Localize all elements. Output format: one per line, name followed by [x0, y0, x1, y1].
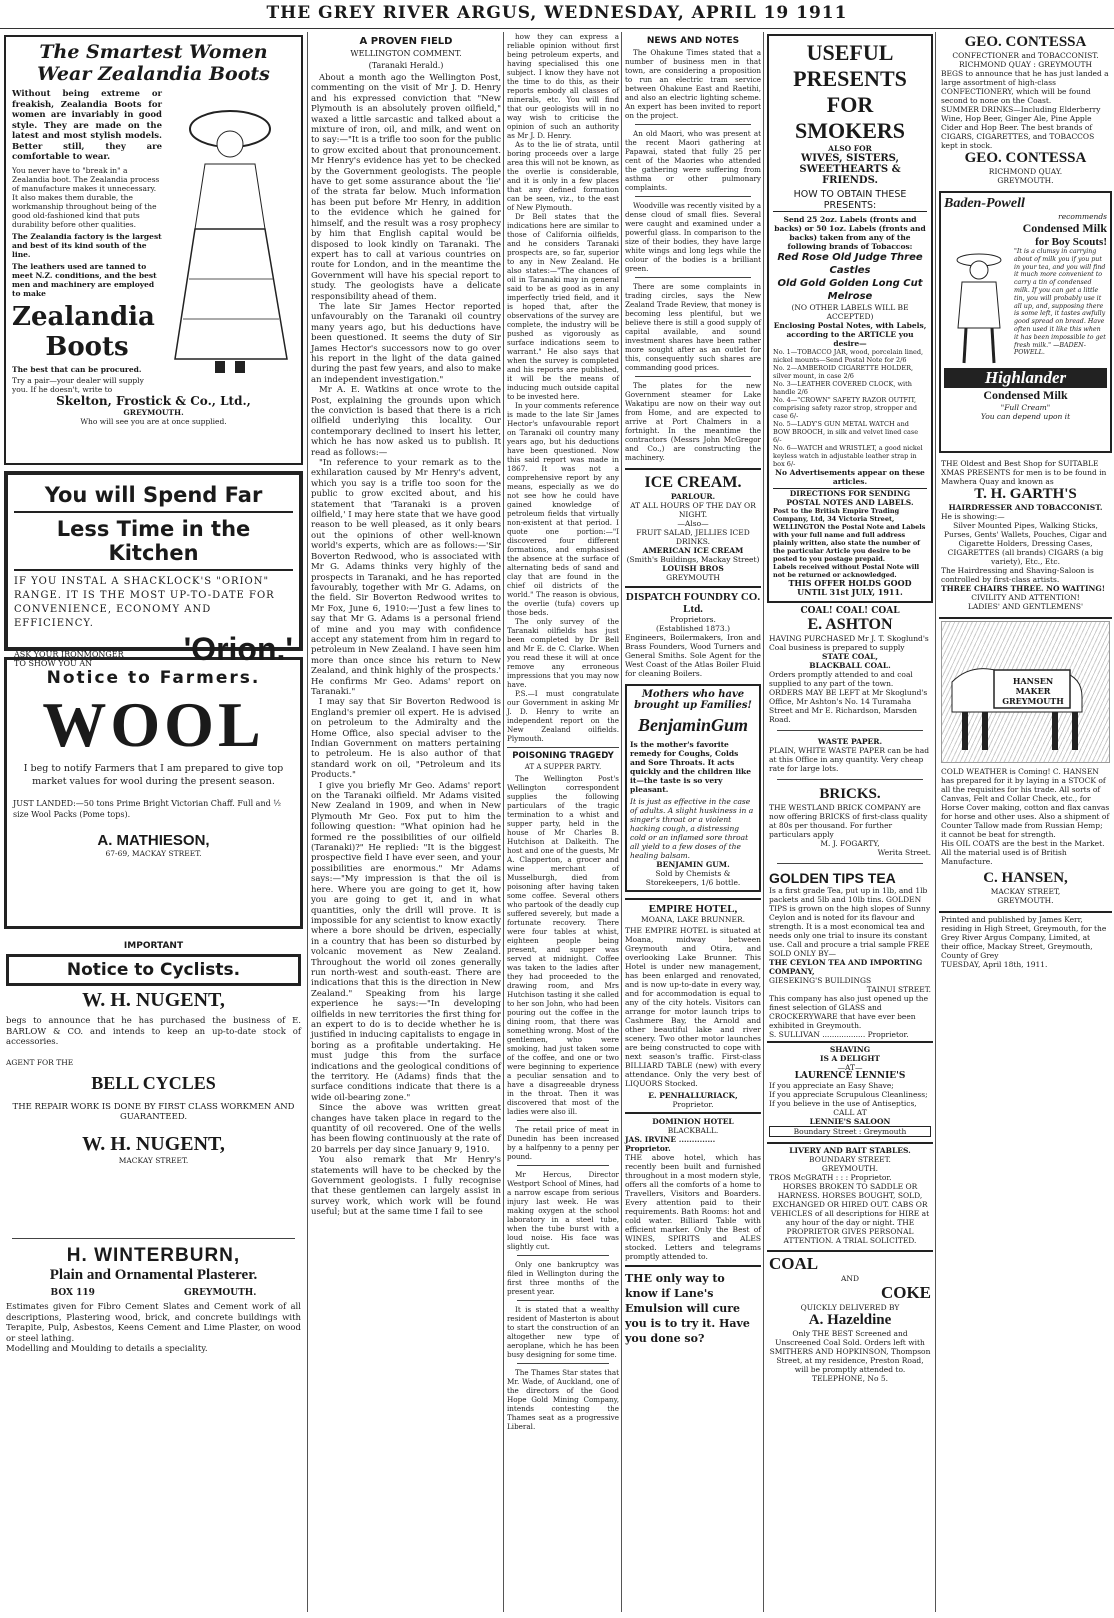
golden-bldg: GIESEKING'S BUILDINGS — [769, 976, 872, 985]
presents-h1: USEFUL PRESENTS — [793, 40, 907, 91]
column-rule — [763, 32, 764, 1612]
presents-how: HOW TO OBTAIN THESE PRESENTS: — [773, 189, 927, 212]
article-paragraph: P.S.—I must congratulate our Government in asking Mr J. D. Henry to write an independent report on the New Zealand oilfields. Plymouth. — [507, 689, 619, 743]
column-5 — [767, 32, 933, 1614]
imprint — [939, 911, 1112, 971]
golden-open: This company has also just opened up the finest selection of GLASS and CROCKERYWARE that have ever been exhibited in Greymouth. — [769, 994, 929, 1030]
waste-body: PLAIN, WHITE WASTE PAPER can be had at this Office in any quantity. Very cheap rate for large lots. — [769, 746, 930, 773]
coke-ad — [767, 1250, 933, 1385]
baden-quote: "It is a clumsy in carrying about of milk you if you put in your tea, and you will find it much more convenient to carry a tin of condensed milk. If you can get a little tin, you will probably use it all up, and, supposing there is some left, it tastes awfully good spread on bread. Have often used it like this when it has been impossible to get fresh milk." —BADEN-POWELL. — [1014, 248, 1106, 357]
dominion-town: BLACKBALL. — [667, 1126, 719, 1135]
hazeldine-name: A. Hazeldine — [808, 1312, 892, 1328]
livery-head: LIVERY AND BAIT STABLES. — [789, 1146, 911, 1155]
contessa-summer: SUMMER DRINKS—Including Elderberry Wine, Hop Beer, Ginger Ale, Pine Apple Cider and Hop Beer. The best brands of CIGARS, CIGARETTES, and TOBACCOS kept in stock. — [941, 105, 1101, 150]
present-item: No. 5—LADY'S GUN METAL WATCH and BOW BROOCH, in silk and velvet lined case 6/- — [773, 420, 919, 444]
woman-illustration — [165, 89, 295, 379]
article-heading: A PROVEN FIELD — [359, 36, 453, 47]
benjamin-body: Is the mother's favorite remedy for Coughs, Colds and Sore Throats. It acts quickly and the children like it—the taste is so very pleasant. — [630, 740, 752, 794]
presents-also: ALSO FOR — [828, 144, 872, 153]
presents-enc: Enclosing Postal Notes, with Labels, according to the ARTICLE you desire— — [773, 321, 927, 348]
contessa-body: BEGS to announce that he has just landed a large assortment of high-class CONFECTIONERY, which will be found second to none on the Coast. — [941, 69, 1109, 105]
bell-cycles: BELL CYCLES — [91, 1072, 216, 1093]
ice-hours: AT ALL HOURS OF THE DAY OR NIGHT. — [630, 501, 756, 519]
ice-fruit: FRUIT SALAD, JELLIES ICED DRINKS. — [636, 528, 750, 546]
golden-sold: SOLD ONLY BY— — [769, 949, 837, 958]
zealandia-p4: The leathers used are tanned to meet N.Z. conditions, and the best men and machinery are employed to make — [12, 261, 157, 298]
zealandia-town: GREYMOUTH. — [123, 407, 184, 417]
garth-show: He is showing:— — [941, 512, 1005, 521]
article-paragraph: Dr Bell states that the indications here are similar to those of California oilfields, and he considers Taranaki prospects are, so far, superior to any in New Zealand. He also states:—"The chances of oil in Taranaki may in general said to be as good as in any imperfectly tried field, and it is hoped that, after the observations of the survey are complete, the industry will be pushed as vigorously as surface indications seem to warrant." He also says that when the survey is completed and his reports are published, it will be the means of inducing much outside capital to be invested here. — [507, 212, 619, 401]
bricks-name: M. J. FOGARTY, — [820, 839, 880, 848]
livery-prop: TROS McGRATH : : : Proprietor. — [769, 1173, 892, 1182]
ice-addr: (Smith's Buildings, Mackay Street) — [626, 555, 760, 564]
benjamin-p2: It is just as effective in the case of adults. A slight huskiness in a singer's throat or a violent hacking cough, a distressing cold or an inflamed sore throat all yield to a few doses of the healing balsam. — [630, 797, 754, 860]
wool-landed: JUST LANDED:—50 tons Prime Bright Victorian Chaff. Full and ½ size Wool Packs (Pome tops). — [13, 799, 282, 819]
zealandia-foot: Who will see you are at once supplied. — [80, 416, 227, 426]
orion-line-2: Less Time in the Kitchen — [14, 513, 293, 571]
article-paragraph: The Wellington Post's Wellington correspondent supplies the following particulars of the tragic termination to a whist and supper party, held in the house of Mr Charles B. Hutchison at Dalkeith. The host and one of the guests, Mr A. Clapperton, a grocer and wine merchant of Musselburgh, died from poisoning after having taken some coffee. Several others who partook of the deadly cup suffered severely, but made a fortunate recovery. There were four tables at whist, eighteen people being present, and supper was served at midnight. Coffee was taken to the ladies after they had proceeded to the drawing room, and Mrs Hutchison tasting it she called to her son John, who had been pouring out the coffee in the dining room, that there was something wrong. Most of the gentlemen, who were smoking, had just taken some of the coffee, and one or two were beginning to experience a peculiar sensation and to have a disagreeable dryness in the throat. Then it was discovered that most of the ladies were also ill. — [507, 774, 619, 1116]
wool-heading: Notice to Farmers. — [46, 668, 261, 688]
wool-addr: 67-69, MACKAY STREET. — [105, 849, 202, 858]
contessa-heading: GEO. CONTESSA — [964, 34, 1087, 50]
bricks-body: THE WESTLAND BRICK COMPANY are now offering BRICKS of first-class quality at 80s per thousand. For further particulars apply — [769, 803, 928, 839]
dominion-hotel-ad — [625, 1112, 761, 1261]
brand: Golden Long Cut — [829, 278, 923, 289]
bricks-addr: Werita Street. — [877, 848, 931, 857]
news-paragraph: Woodville was recently visited by a dense cloud of small flies. Several were caught and examined under a powerful glass. In comparison to the size of their bodies, they have large white wings and long legs while the colour of the bodies is a brilliant green. — [625, 201, 761, 273]
baden-prod: Condensed Milk — [1022, 221, 1107, 235]
hansen-oil: His OIL COATS are the best in the Market. — [941, 839, 1105, 848]
article-paragraph: Mr A. E. Watkins at once wrote to the Post, explaining the grounds upon which the conviction is based that there is a rich oilfield underlying this locality. Our contemporary declined to insert his letter, which he has now asked us to publish. It read as follows:— — [311, 385, 501, 458]
ashton-bb: BLACKBALL COAL. — [809, 661, 891, 670]
column-rule — [935, 32, 936, 1612]
present-item: No. 4—"CROWN" SAFETY RAZOR OUTFIT, comprising safety razor strop, stropper and case 6/- — [773, 396, 917, 420]
shaving-del: IS A DELIGHT — [819, 1054, 881, 1063]
empire-body: THE EMPIRE HOTEL is situated at Moana, midway between Greymouth and Otira, and overlooking Lake Brunner. This Hotel is under new management, has been enlarged and renovated, and is now up-to-date in every way, and for accommodation is equal to any of the city hotels. Visitors can arrange for motor launch trips to Cashmere Bay, the Arnold and other beautiful lake and river scenery. Two other motor launches are being constructed to cope with next season's traffic. First-class BILLIARD TABLE (new) with every attendance. Only the very best of LIQUORS Stocked. — [625, 926, 761, 1088]
coke-body: Only THE BEST Screened and Unscreened Coal Sold. Orders left with SMITHERS AND HOPKINSON, Thompson Street, at my residence, Preston Road, will be promptly attended to. — [769, 1329, 931, 1374]
news-paragraph: The plates for the new Government steamer for Lake Wakatipu are now on their way out from Home, and are expected to arrive at Port Chalmers in a fortnight. In the meantime the contractors (Messrs John McGregor and Co.,) are constructing the machinery. — [625, 381, 761, 462]
winterburn-trade: Plain and Ornamental Plasterer. — [49, 1267, 258, 1283]
nugent-body: begs to announce that he has purchased the business of E. BARLOW & CO. and intends to keep an up-to-date stock of accessories. — [6, 1016, 301, 1047]
zealandia-ad — [4, 35, 303, 465]
garth-intro: THE Oldest and Best Shop for SUITABLE XMAS PRESENTS for men is to be found in Mawhera Quay and known as — [941, 459, 1107, 486]
news-heading: NEWS AND NOTES — [646, 36, 740, 46]
article-paragraph: The retail price of meat in Dunedin has been increased by a halfpenny to a penny per pound. — [507, 1125, 619, 1161]
article-sub: WELLINGTON COMMENT. — [350, 49, 462, 58]
zealandia-brand-2: Boots — [45, 331, 129, 362]
ashton-body: HAVING PURCHASED Mr J. T. Skoglund's Coal business is prepared to supply — [769, 634, 929, 652]
winterburn-town: GREYMOUTH. — [184, 1288, 257, 1298]
brand: Melrose — [827, 291, 873, 302]
benjamin-brand: BenjaminGum — [637, 715, 749, 735]
contessa-heading-2: GEO. CONTESSA — [964, 150, 1087, 166]
benjamin-gum-ad — [625, 684, 761, 892]
zealandia-title-1: The Smartest Women — [39, 41, 268, 63]
livery-body: HORSES BROKEN TO SADDLE OR HARNESS. HORSES BOUGHT, SOLD, EXCHANGED OR HIRED OUT. CABS OR VEHICLES of all descriptions for HIRE at any hour of the day or night. THE PROPRIETOR GIVES PERSONAL ATTENTION. A TRIAL SOLICITED. — [770, 1182, 930, 1245]
garth-list: Silver Mounted Pipes, Walking Sticks, Purses, Gents' Wallets, Pouches, Cigar and Cigarette Holders, Dressing Cases, CIGARETTES (all brands) CIGARS (a big variety), Etc., Etc. — [944, 521, 1107, 566]
ice-parlour: PARLOUR. — [670, 492, 716, 501]
brand: Old Gold — [777, 278, 826, 289]
cyclists-heading: Notice to Cyclists. — [6, 954, 301, 986]
orion-ad — [4, 471, 303, 668]
column-2 — [311, 32, 501, 1614]
column-4 — [625, 32, 761, 1614]
ice-american: AMERICAN ICE CREAM — [642, 546, 744, 555]
presents-offer: THIS OFFER HOLDS GOOD UNTIL 31st JULY, 1911. — [788, 578, 912, 597]
shaving-head: SHAVING — [829, 1045, 871, 1054]
garth-trade: HAIRDRESSER AND TOBACCONIST. — [948, 503, 1103, 512]
poisoning-heading: POISONING TRAGEDY — [507, 747, 619, 761]
cyclists-imp: IMPORTANT — [123, 941, 184, 951]
highlander-brand: Highlander — [944, 368, 1107, 388]
contessa-addr-2: RICHMOND QUAY. — [988, 167, 1063, 176]
zealandia-p3: The Zealandia factory is the largest and best of its kind south of the line. — [12, 231, 162, 259]
bricks-ad — [767, 784, 933, 859]
zealandia-maker: Skelton, Frostick & Co., Ltd., — [56, 393, 251, 408]
nugent-name: W. H. NUGENT, — [82, 989, 225, 1011]
nugent-addr: MACKAY STREET. — [118, 1155, 189, 1165]
article-paragraph: You also remark that Mr Henry's statements will have to be checked by the Government geologists. I fully recognise that these gentlemen can largely assist in survey work, which work will be found useful; but at the same time I fail to see — [311, 1155, 501, 1218]
ashton-left: ORDERS MAY BE LEFT at Mr Skoglund's Office, Mr Ashton's No. 14 Turamaha Street and Mr E. Richardson, Marsden Road. — [769, 688, 928, 724]
wool-title: WOOL — [42, 689, 265, 760]
coal-top: COAL! COAL! COAL — [800, 606, 900, 616]
shaving-st: Boundary Street : Greymouth — [769, 1126, 931, 1137]
ice-cream-ad — [625, 468, 761, 582]
garth-name: T. H. GARTH'S — [974, 486, 1077, 502]
article-paragraph: Only one bankruptcy was filed in Wellington during the first three months of the present year. — [507, 1260, 619, 1296]
hansen-all: All the material used is of British Manufacture. — [941, 848, 1067, 866]
ice-heading: ICE CREAM. — [644, 474, 742, 491]
ashton-orders: Orders promptly attended to and coal supplied to any part of the town. — [769, 670, 913, 688]
presents-post: Post to the British Empire Trading Company, Ltd, 34 Victoria Street, WELLINGTON the Postal Note and Labels with your full name and full address plainly written, also state the number of the particular Article you desire to be posted to you postage prepaid. — [773, 507, 926, 563]
orion-body: IF YOU INSTAL A SHACKLOCK'S "ORION" RANGE. IT IS THE MOST UP-TO-DATE FOR CONVENIENCE, ECONOMY AND EFFICIENCY. — [14, 576, 275, 629]
baden-rec: recommends — [1058, 212, 1107, 221]
column-rule — [307, 32, 308, 1612]
column-3 — [507, 32, 619, 1614]
contessa-trade: CONFECTIONER and TOBACCONIST. — [952, 51, 1099, 60]
article-paragraph: As to the lie of strata, until boring proceeds over a large area this will not be known, as the overlie is considerable, and it is only in a few places that any defined formation can be seen, viz., to the east of New Plymouth. — [507, 140, 619, 212]
brand: Old Judge — [832, 252, 887, 263]
news-paragraph: The Ohakune Times stated that a number of business men in that town, are considering a proposition to run an electric tram service between Ohakune East and Raetihi, and also an electric lighting scheme. An expert has been invited to report on the project. — [625, 48, 761, 120]
contessa-ad — [939, 32, 1112, 187]
bricks-heading: BRICKS. — [819, 786, 881, 802]
ice-also: —Also— — [677, 519, 709, 528]
lane-emulsion-ad: THE only way to know if Lane's Emulsion will cure you is to try it. Have you done so? — [625, 1265, 761, 1346]
empire-loc: MOANA, LAKE BRUNNER. — [641, 915, 745, 924]
column-6 — [939, 32, 1112, 1614]
article-paragraph: "In reference to your remark as to the exhilaration caused by Mr Henry's advent, which you say is a trifle too soon for the public to grow excited about, and his statement that 'Taranaki is a proven oilfield,' I may here state that we have good reason to be well pleased, as it only bears out the opinions of other well-known world's experts, which are as follows:—'Sir Boverton Redwood, who is associated with Mr G. Adams thinks very highly of the prospects in Taranaki, and he has reported favourably, together with Mr G. Adams, on the field. Sir Boverton Redwood writes to Mr Fox, June 6, 1910:—'Just a few lines to say that Mr G. Adams is a personal friend of mine and you may with confidence accept any statement from him in regard to petroleum in New Zealand. I have seen him more than once since his return to New Zealand, and think highly of the prospects.' He confirms Mr Geo. Adams' report on Taranaki." — [311, 458, 501, 697]
golden-sullivan: S. SULLIVAN .................. Proprietor. — [769, 1030, 909, 1039]
waste-paper-ad — [767, 735, 933, 775]
ice-name: LOUISH BROS — [662, 564, 724, 573]
article-paragraph: It is stated that a wealthy resident of Masterton is about to start the construction of an altogether new type of aeroplane, which he has been busy designing for some time. — [507, 1305, 619, 1359]
livery-town: GREYMOUTH. — [821, 1164, 879, 1173]
hansen-sign-3: GREYMOUTH — [1002, 696, 1064, 706]
dominion-name: JAS. IRVINE .............. Proprietor. — [625, 1135, 716, 1153]
wool-name: A. MATHIESON, — [97, 832, 210, 849]
orion-line-1: You will Spend Far — [14, 479, 293, 513]
garth-hair: The Hairdressing and Shaving-Saloon is controlled by first-class artists. — [941, 566, 1094, 584]
presents-dir: DIRECTIONS FOR SENDING POSTAL NOTES AND LABELS. — [773, 488, 927, 507]
wool-body: I beg to notify Farmers that I am prepared to give top market values for wool during the present season. — [23, 763, 284, 787]
nugent-repair: THE REPAIR WORK IS DONE BY FIRST CLASS WORKMEN AND GUARANTEED. — [12, 1101, 295, 1122]
shaving-b: If you appreciate Scrupulous Cleanliness; — [769, 1090, 928, 1099]
garth-ladies: LADIES' AND GENTLEMENS' — [967, 602, 1084, 611]
column-rule — [621, 32, 622, 1612]
waste-heading: WASTE PAPER. — [817, 737, 883, 746]
shaving-salon: LENNIE'S SALOON — [809, 1117, 891, 1126]
golden-co: THE CEYLON TEA AND IMPORTING COMPANY, — [769, 958, 923, 976]
scout-illustration — [944, 248, 1014, 368]
coke-coke: COKE — [880, 1283, 931, 1302]
contessa-town: GREYMOUTH. — [997, 176, 1054, 185]
golden-tips-ad — [767, 868, 933, 1041]
nugent-agent: AGENT FOR THE — [6, 1057, 74, 1067]
hansen-sign-1: HANSEN — [1012, 676, 1054, 686]
wool-ad — [4, 657, 303, 929]
zealandia-body: Without being extreme or freakish, Zealandia Boots for women are invariably in good style. They are made on the latest and most stylish models. Better still, they are comfortable to wear. — [12, 89, 162, 162]
hansen-st: MACKAY STREET, — [990, 887, 1061, 896]
orion-ask: ASK YOUR IRONMONGER TO SHOW YOU AN — [14, 650, 124, 668]
imprint-date: TUESDAY, April 18th, 1911. — [941, 960, 1048, 969]
baden-for: for Boy Scouts! — [1035, 236, 1107, 248]
brand: Three Castles — [829, 252, 923, 276]
ice-town: GREYMOUTH — [666, 573, 720, 582]
ashton-state: STATE COAL, — [821, 652, 879, 661]
foundry-prop: Proprietors. — [670, 615, 716, 624]
shaving-at: —AT— — [837, 1063, 863, 1072]
poisoning-sub: AT A SUPPER PARTY. — [524, 763, 602, 771]
hansen-town: GREYMOUTH. — [997, 896, 1054, 905]
hansen-name: C. HANSEN, — [983, 870, 1068, 886]
foundry-body: Engineers, Boilermakers, Iron and Brass Founders, Wood Turners and General Smiths. Sole Agent for the West Coast of the Atlas Boiler Fluid for cleaning Boilers. — [625, 633, 761, 678]
winterburn-box: BOX 119 — [50, 1288, 95, 1298]
empire-hotel-ad — [625, 898, 761, 1109]
shaving-call: CALL AT — [833, 1108, 867, 1117]
article-paragraph: The only survey of the Taranaki oilfields has just been completed by Dr Bell and Mr E. de C. Clarke. When you read these it will at once remove any erroneous impressions that you may now have. — [507, 617, 619, 689]
empire-prop: E. PENHALLURIACK, — [648, 1091, 738, 1100]
article-paragraph: In your comments reference is made to the late Sir James Hector's unfavourable report on Taranaki oil country many years ago, but his deductions have been questioned. Now this said report was made in 1867. It was not a comprehensive report by any means, especially as we do not see how he could have gained knowledge of petroleum fields that virtually non-existent at that period. I quote one portion:—"I discovered four different formations, and emphasised the absence at the surface of alternating beds of sand and clay that are found in the chief oil districts of the world." The reason is obvious, the overlie (tufa) covers up those beds. — [507, 401, 619, 617]
article-paragraph: I may say that Sir Boverton Redwood is England's premier oil expert. He is advised on petroleum to the Admiralty and the Home Office, also special adviser to the Indian Government on matters pertaining to petroleum. He is also author of that standard work on oil, "Petroleum and its Products." — [311, 697, 501, 781]
coke-tel: TELEPHONE, No 5. — [811, 1374, 889, 1383]
lennie-name: LAURENCE LENNIE'S — [794, 1071, 906, 1081]
highlander-prod: Condensed Milk — [983, 388, 1068, 402]
column-rule — [503, 32, 504, 1612]
orion-brand: 'Orion.' — [183, 631, 293, 667]
livery-st: BOUNDARY STREET. — [809, 1155, 891, 1164]
foundry-heading: DISPATCH FOUNDRY CO. Ltd. — [625, 591, 761, 615]
hansen-body: COLD WEATHER is Coming! C. HANSEN has prepared for it by laying in a STOCK of all the requisites for his trade. All sorts of Canvas, Felt and Collar Check, etc., for Horse Cover making, cotton and flax canvas for horse and other uses. Also a shipment of Counter Tallow made from Russian Hemp; it cannot be beat for strength. — [941, 767, 1110, 839]
foundry-est: (Established 1873.) — [655, 624, 731, 633]
coke-and: AND — [841, 1274, 859, 1283]
benjamin-sold: Sold by Chemists & Storekeepers, 1/6 bottle. — [645, 869, 741, 887]
masthead: THE GREY RIVER ARGUS, WEDNESDAY, APRIL 19 1911 — [0, 0, 1114, 29]
golden-body: Is a first grade Tea, put up in 1lb, and 1lb packets and 5lb and 10lb tins. GOLDEN TIPS is grown on the high slopes of Sunny Ceylon and is noted for its flavour and strength. It is a most economical tea and needs only one trial to insure its constant use. Call and procure a trial sample FREE — [769, 886, 931, 949]
article-paragraph: Mr Hercus, Director Westport School of Mines, had a narrow escape from serious injury last week. He was making oxygen at the school laboratory in a steel tube, when the tube burst with a loud noise. His face was slightly cut. — [507, 1170, 619, 1251]
benjamin-top: Mothers who have brought up Families! — [634, 689, 752, 711]
baden-powell-ad — [939, 191, 1112, 453]
empire-propl: Proprietor. — [672, 1100, 714, 1109]
article-paragraph: how they can express a reliable opinion without first being petroleum experts, and having specialised this one subject. I know they have not the time to do this, as their reports embody all classes of minerals, etc. You will find that our geologists will in no way wish to criticise the opinion of such an authority as Mr J. D. Henry. — [507, 32, 619, 140]
coke-del: QUICKLY DELIVERED BY — [800, 1303, 900, 1312]
garth-chairs: THREE CHAIRS THREE. NO WAITING! — [941, 584, 1106, 593]
present-item: No. 2—AMBEROID CIGARETTE HOLDER, silver mount, in case 2/6 — [773, 364, 914, 380]
presents-send: Send 25 2oz. Labels (fronts and backs) or 50 1oz. Labels (fronts and backs) taken from any of the following brands of Tobaccos: — [774, 215, 926, 251]
zealandia-try: Try a pair—your dealer will supply you. If he doesn't, write to — [12, 375, 144, 394]
livery-ad — [767, 1142, 933, 1247]
present-item: No. 3—LEATHER COVERED CLOCK, with handle 2/6 — [773, 380, 912, 396]
garth-civ: CIVILITY AND ATTENTION! — [971, 593, 1080, 602]
zealandia-tag: The best that can be procured. — [12, 364, 142, 374]
winterburn-ad — [2, 1243, 305, 1357]
coke-coal: COAL — [769, 1254, 819, 1273]
foundry-ad — [625, 586, 761, 678]
presents-adv: No Advertisements appear on these articles. — [775, 468, 925, 486]
empire-heading: EMPIRE HOTEL, — [648, 903, 738, 915]
presents-recv: Labels received without Postal Note will not be returned or acknowledged. — [773, 563, 920, 579]
article-paragraph: The Thames Star states that Mr. Wade, of Auckland, one of the directors of the Good Hope Gold Mining Company, intends contesting the Thames seat as a progressive Liberal. — [507, 1368, 619, 1431]
useful-presents-ad — [767, 34, 933, 603]
presents-no: (NO OTHER LABELS WILL BE ACCEPTED) — [791, 303, 909, 321]
brands-list — [773, 251, 927, 303]
nugent-name-2: W. H. NUGENT, — [82, 1132, 225, 1155]
ashton-name: E. ASHTON — [807, 616, 893, 633]
presents-h2: FOR SMOKERS — [794, 92, 906, 143]
presents-wives: WIVES, SISTERS, SWEETHEARTS & FRIENDS. — [799, 153, 901, 186]
winterburn-model: Modelling and Moulding to details a speciality. — [6, 1344, 208, 1354]
dominion-heading: DOMINION HOTEL — [652, 1117, 734, 1126]
winterburn-name: H. WINTERBURN, — [66, 1245, 241, 1266]
dominion-body: THE above hotel, which has recently been built and furnished throughout in a most modern style, offers all the comforts of a home to Travellers, Visitors and Boarders. Every attention paid to their requirements. Bath Rooms: hot and cold water. Billiard Table with efficient marker. Only the Best of WINES, SPIRITS and ALES stocked. Letters and telegrams promptly attended to. — [625, 1153, 761, 1261]
presents-items — [773, 348, 927, 468]
hansen-illustration — [941, 621, 1110, 763]
shaving-a: If you appreciate an Easy Shave; — [769, 1081, 894, 1090]
hansen-ad — [939, 617, 1112, 907]
golden-heading: GOLDEN TIPS TEA — [769, 870, 896, 886]
shaving-ad — [767, 1041, 933, 1139]
shaving-c: If you believe in the use of Antiseptics, — [769, 1099, 917, 1108]
article-source: (Taranaki Herald.) — [368, 61, 444, 70]
imprint-text: Printed and published by James Kerr, residing in High Street, Greymouth, for the Grey River Argus Company, Limited, at their office, Mackay Street, Greymouth, County of Grey — [941, 915, 1107, 960]
article-paragraph: I give you briefly Mr Geo. Adams' report on the Taranaki oilfield. Mr Adams visited New Zealand in 1909, and when in New Plymouth Mr Geo. Fox put to him the following question: "What opinion had he formed re the possibilities of our oilfield (Taranaki)?" He replied: "It is the biggest prospective field I have ever seen, and your possibilities are enormous." Mr Adams says:—"My impression is that the oil is here. Where you are going to get it, how you are going to get it, and in what quantities, only the drill will prove. It is impossible for any scientist to know exactly where a bore should be driven, especially in a country that has been so disturbed by volcanic movement as New Zealand. Throughout the world oil zones generally run north-west and south-east. There are indications that this is the direction in New Zealand." Speaking from his large experience he says:—"In developing oilfields in new territories the first thing for an expert to do is to decide whether he is justified in inducing capitalists to engage in boring as a profitable undertaking. He must judge this from the surface indications and the geological conditions of the territory. He (Adams) finds that the surface conditions indicate that there is a wide oil-bearing zone." — [311, 780, 501, 1103]
article-paragraph: About a month ago the Wellington Post, commenting on the visit of Mr J. D. Henry and his expressed conviction that "New Plymouth is an absolutely proven oilfield," waxed a little sarcastic and talked about a mixture of iron, oil, and milk, and went on to say:—"It is a trifle too soon for the public to grow excited about that pronouncement. Mr Henry's evidence has yet to be checked by the Government geologists. The people have to get some assurance about the 'lie' of the strata far below. Much information has been put before Mr Henry, in addition to the evidence which he gained for himself, and the result was a rosy prophecy by him that English capital would be disposed to look kindly on Taranaki. The expert has to call at various countries on route for London, and in the meantime the Government will have his special report to study. The geologists have a delicate responsibility ahead of them. — [311, 73, 501, 302]
contessa-addr: RICHMOND QUAY : GREYMOUTH — [958, 60, 1093, 69]
hansen-sign-2: MAKER — [1015, 686, 1051, 696]
garth-ad — [939, 457, 1112, 613]
news-paragraph: There are some complaints in trading circles, says the New Zealand Trade Review, that money is becoming less plentiful, but we believe there is still a good supply of capital available, and sound investment shares have been rather more sought after as an outlet for this, consequently such shares are commanding good prices. — [625, 282, 761, 372]
highlander-dep: You can depend upon it — [980, 412, 1071, 421]
cyclists-ad — [2, 935, 305, 1234]
highlander-full: "Full Cream" — [1000, 403, 1051, 412]
news-paragraph: An old Maori, who was present at the recent Maori gathering at Papawai, stated that fully 25 per cent of the Maories who attended the gathering were suffering from asthma or other pulmonary complaints. — [625, 129, 761, 192]
article-paragraph: The late Sir James Hector reported unfavourably on the Taranaki oil country many years ago, but his deductions have been questioned. It seems the duty of Sir James Hector's successors now to go over his report in the light of the data gained during the past few years, and also to make an independent investigation." — [311, 301, 501, 385]
zealandia-p2: You never have to "break in" a Zealandia boot. The Zealandia process of manufacture makes it unnecessary. It also makes them durable, the workmanship throughout being of the good old-fashioned kind that puts durability before other qualities. — [12, 165, 160, 229]
baden-head: Baden-Powell — [944, 196, 1025, 211]
golden-st: TAINUI STREET. — [866, 985, 931, 994]
benjamin-name: BENJAMIN GUM. — [656, 860, 730, 869]
column-1 — [2, 32, 305, 1614]
brand: Red Rose — [777, 252, 829, 263]
zealandia-brand: Zealandia — [12, 301, 155, 332]
present-item: No. 1—TOBACCO JAR, wood, porcelain lined, nickel mounts—Send Postal Note for 2/6 — [773, 348, 924, 364]
winterburn-body: Estimates given for Fibro Cement Slates and Cement work of all descriptions, Plastering wood, brick, and concrete buildings with Terapite, Pulp, Asbestos, Keens Cement and Lime Plaster, on wood or steel lathing. — [6, 1302, 301, 1344]
present-item: No. 6—WATCH and WRISTLET, a good nickel keyless watch in adjustable leather strap in box 6/- — [773, 444, 923, 468]
article-paragraph: Since the above was written great changes have taken place in regard to the quantity of oil recovered. One of the wells has been flowing continuously at the rate of 20 barrels per day since January 9, 1910. — [311, 1103, 501, 1155]
zealandia-title-2: Wear Zealandia Boots — [37, 63, 270, 85]
coal-ashton-ad — [767, 605, 933, 726]
